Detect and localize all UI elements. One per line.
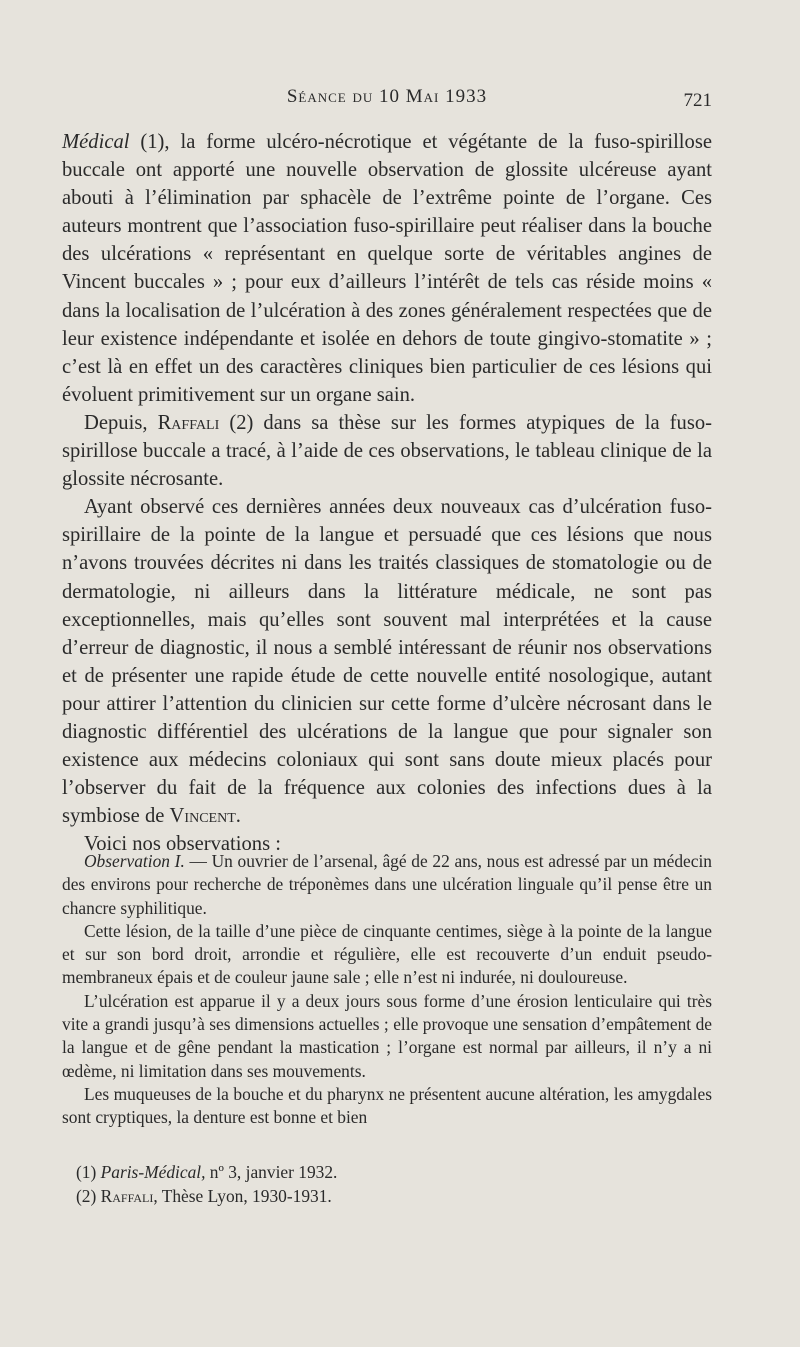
paragraph-2-start: Depuis,: [84, 411, 158, 434]
paragraph-1: [62, 128, 712, 409]
paragraph-2-text: (2) dans sa thèse sur les formes atypiques de la fuso-spirillose buccale a tracé, à l’aide de ces observations, le tableau clinique de la glossite nécrosante.: [62, 411, 712, 491]
main-text: [62, 128, 712, 858]
observation-paragraph-4: Les muqueuses de la bouche et du pharynx ne présentent aucune altération, les amygdales sont cryptiques, la denture est bonne et bien: [62, 1083, 712, 1128]
observation-paragraph-2: Cette lésion, de la taille d’une pièce de cinquante centimes, siège à la pointe de la langue et sur son bord droit, arrondie et régulière, elle est recouverte d’un enduit pseudo-membraneux épais et de couleur jaune sale ; elle n’est ni indurée, ni douloureuse.: [62, 920, 712, 988]
paragraph-4: Voici nos observations :: [84, 833, 281, 856]
author-name: Raffali: [157, 411, 220, 434]
observation-section: [62, 850, 712, 1130]
vincent-name: Vincent: [169, 805, 236, 828]
journal-name: Médical: [62, 131, 130, 153]
footnote-2-text: , Thèse Lyon, 1930-1931.: [153, 1186, 332, 1206]
observation-paragraph-1: [62, 850, 712, 920]
footnote-1: [76, 1160, 712, 1184]
observation-paragraph-1-text: — Un ouvrier de l’arsenal, âgé de 22 ans, nous est adressé par un médecin des environs pour recherche de tréponèmes dans une ulcération linguale qu’il pense être un chancre syphilitique.: [62, 851, 712, 918]
footnotes: [62, 1160, 712, 1208]
observation-paragraph-3: L’ulcération est apparue il y a deux jours sous forme d’une érosion lenticulaire qui très vite a grandi jusqu’à ses dimensions actuelles ; elle provoque une sensation d’empâtement de la langue et de gêne pendant la mastication ; l’organe est normal par ailleurs, il n’y a ni œdème, ni limitation dans ses mouvements.: [62, 990, 712, 1081]
footnote-1-text: nº 3, janvier 1932.: [205, 1162, 338, 1182]
footnote-2-marker: (2): [76, 1186, 101, 1206]
running-head: Séance du 10 Mai 1933: [286, 86, 488, 107]
paragraph-3: [62, 493, 712, 830]
footnote-1-marker: (1): [76, 1162, 101, 1182]
page-header: [62, 86, 712, 116]
observation-title: Observation I.: [84, 851, 185, 871]
paragraph-3-text: Ayant observé ces dernières années deux nouveaux cas d’ulcération fuso-spirillaire de la pointe de la langue et persuadé que ces lésions que nous n’avons trouvées décrites ni dans les traités classiques de stomatologie ou de dermatologie, ni ailleurs dans la littérature médicale, ne sont pas exceptionnelles, mais qu’elles sont souvent mal interprétées et la cause d’erreur de diagnostic, il nous a semblé intéressant de réunir nos observations et de présenter une rapide étude de cette nouvelle entité nosologique, autant pour attirer l’attention du clinicien sur cette forme d’ulcère nécrosant dans le diagnostic différentiel des ulcérations de la langue que pour signaler son existence aux médecins coloniaux qui sont sans doute mieux placés pour l’observer du fait de la fréquence aux colonies des infections dues à la symbiose de: [62, 496, 712, 828]
page-number: 721: [683, 90, 712, 111]
footnote-1-journal: Paris-Médical,: [100, 1162, 206, 1182]
paragraph-3-end: .: [235, 805, 241, 828]
paragraph-2: [62, 409, 712, 493]
paragraph-1-text: (1), la forme ulcéro-nécrotique et végétante de la fuso-spirillose buccale ont apporté une nouvelle observation de glossite ulcéreuse ayant abouti à l’élimination par sphacèle de l’extrême pointe de l’organe. Ces auteurs montrent que l’association fuso-spirillaire peut réaliser dans la bouche des ulcérations « représentant en quelque sorte de véritables angines de Vincent buccales » ; pour eux d’ailleurs l’intérêt de tels cas réside moins « dans la localisation de l’ulcération à des zones généralement respectées que de leur existence indépendante et isolée en dehors de toute gingivo-stomatite » ; c’est là en effet un des caractères cliniques bien particulier de ces lésions qui évoluent primitivement sur un organe sain.: [62, 131, 712, 406]
footnote-2: [76, 1184, 712, 1208]
footnote-2-author: Raffali: [100, 1186, 154, 1206]
